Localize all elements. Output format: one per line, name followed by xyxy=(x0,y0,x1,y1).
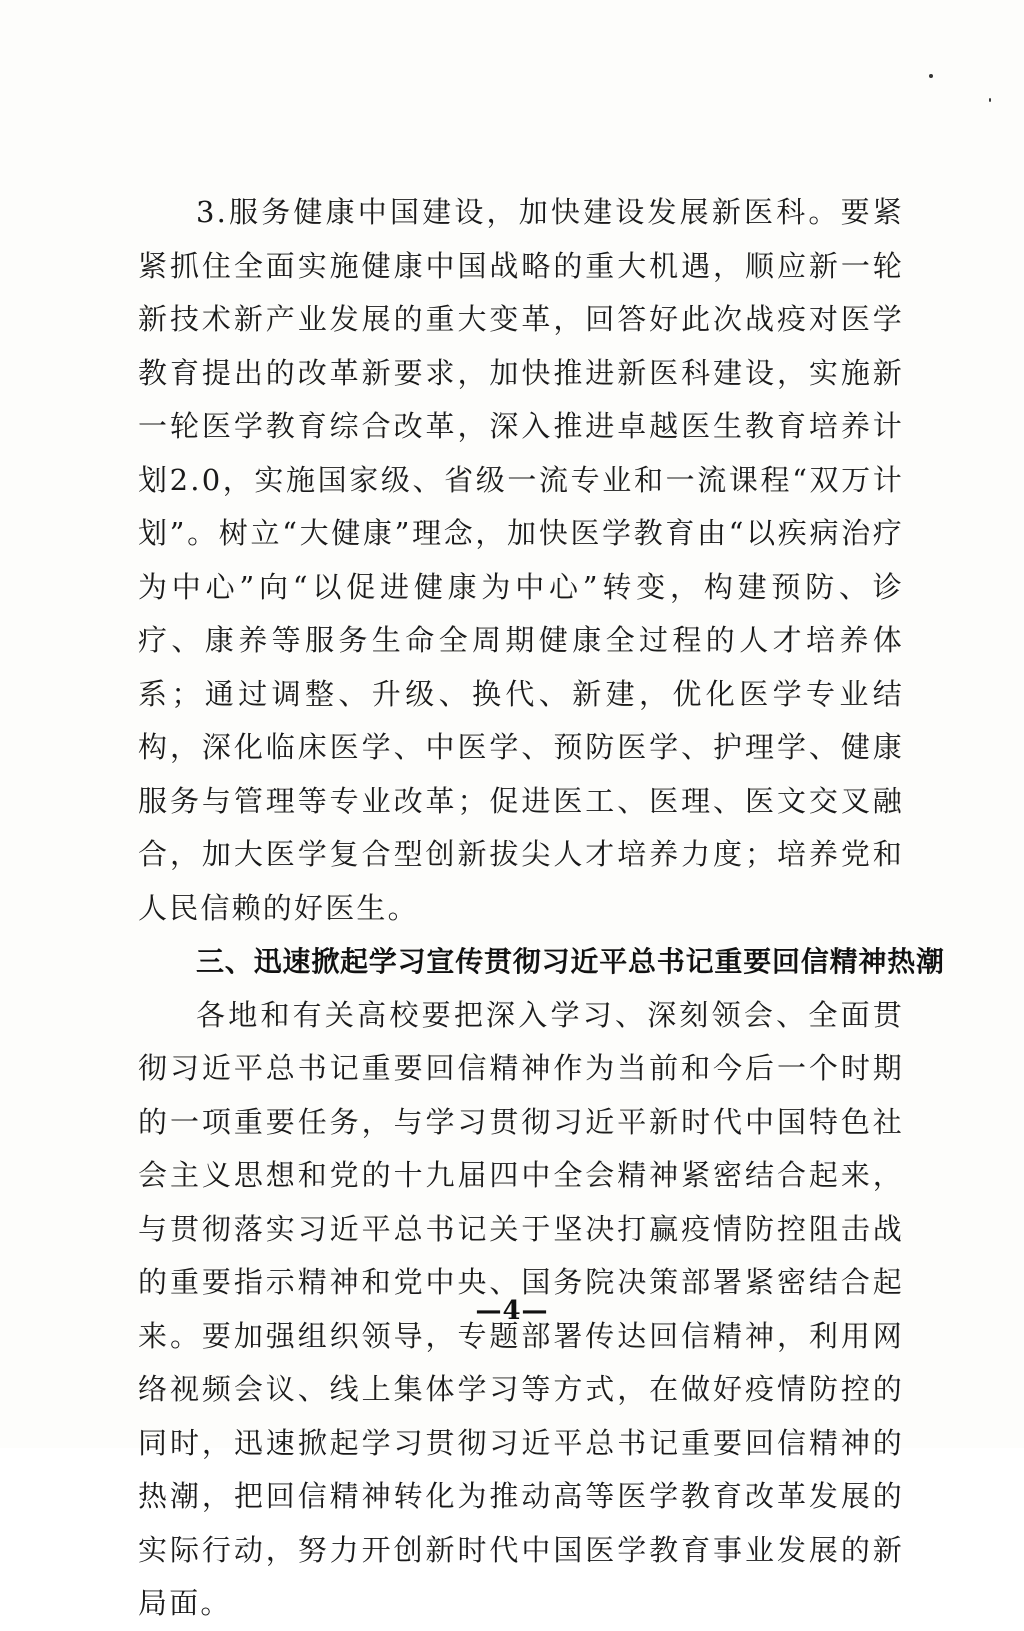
document-body xyxy=(138,186,945,1631)
scan-speck xyxy=(989,98,991,102)
paragraph-study-campaign: 各地和有关高校要把深入学习、深刻领会、全面贯彻习近平总书记重要回信精神作为当前和今后一个时期的一项重要任务，与学习贯彻习近平新时代中国特色社会主义思想和党的十九届四中全会精神紧密结合起来，与贯彻落实习近平总书记关于坚决打赢疫情防控阻击战的重要指示精神和党中央、国务院决策部署紧密结合起来。要加强组织领导，专题部署传达回信精神，利用网络视频会议、线上集体学习等方式，在做好疫情防控的同时，迅速掀起学习贯彻习近平总书记重要回信精神的热潮，把回信精神转化为推动高等医学教育改革发展的实际行动，努力开创新时代中国医学教育事业发展的新局面。 xyxy=(138,997,904,1620)
scan-speck xyxy=(929,74,933,78)
section-heading: 三、迅速掀起学习宣传贯彻习近平总书记重要回信精神热潮 xyxy=(196,945,945,978)
paragraph-new-medicine: 3.服务健康中国建设，加快建设发展新医科。要紧紧抓住全面实施健康中国战略的重大机遇，顺应新一轮新技术新产业发展的重大变革，回答好此次战疫对医学教育提出的改革新要求，加快推进新医科建设，实施新一轮医学教育综合改革，深入推进卓越医生教育培养计划2.0，实施国家级、省级一流专业和一流课程“双万计划”。树立“大健康”理念，加快医学教育由“以疾病治疗为中心”向“以促进健康为中心”转变，构建预防、诊疗、康养等服务生命全周期健康全过程的人才培养体系；通过调整、升级、换代、新建，优化医学专业结构，深化临床医学、中医学、预防医学、护理学、健康服务与管理等专业改革；促进医工、医理、医文交叉融合，加大医学复合型创新拔尖人才培养力度；培养党和人民信赖的好医生。 xyxy=(138,195,904,925)
page-number: —4— xyxy=(475,1296,549,1326)
